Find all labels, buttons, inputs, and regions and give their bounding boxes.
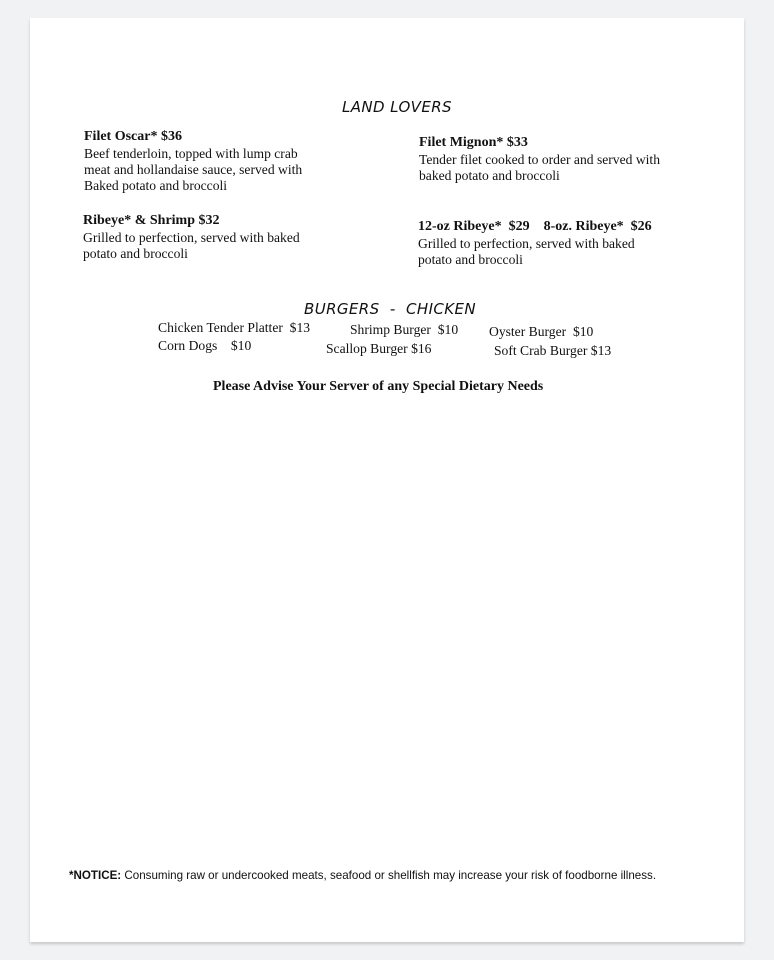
item-description: Tender filet cooked to order and served with baked potato and broccoli — [419, 152, 661, 183]
burger-item-chicken-tender: Chicken Tender Platter $13 — [158, 320, 311, 335]
item-description: Grilled to perfection, served with baked potato and broccoli — [418, 236, 635, 267]
notice-label: *NOTICE: — [69, 869, 122, 882]
menu-item-ribeye-shrimp — [83, 213, 300, 262]
item-description: Beef tenderloin, topped with lump crab meat and hollandaise sauce, served with Baked potato and broccoli — [84, 146, 303, 193]
burger-item-scallop: Scallop Burger $16 — [326, 341, 432, 356]
item-name: Ribeye* & Shrimp $32 — [83, 213, 220, 228]
item-name: Filet Mignon* $33 — [419, 135, 528, 150]
menu-item-filet-oscar — [84, 129, 302, 194]
menu-item-filet-mignon — [419, 135, 660, 184]
burgers-chicken-title: BURGERS - CHICKEN — [304, 300, 477, 318]
burger-item-soft-crab: Soft Crab Burger $13 — [494, 343, 612, 358]
burger-item-shrimp: Shrimp Burger $10 — [350, 322, 459, 337]
item-name: Filet Oscar* $36 — [84, 129, 182, 144]
notice-text: Consuming raw or undercooked meats, seafood or shellfish may increase your risk of foodborne illness. — [124, 869, 657, 882]
item-description: Grilled to perfection, served with baked potato and broccoli — [83, 230, 300, 261]
item-name: 12-oz Ribeye* $29 8-oz. Ribeye* $26 — [418, 219, 652, 234]
burger-item-oyster: Oyster Burger $10 — [489, 324, 594, 339]
burger-item-corn-dogs: Corn Dogs $10 — [158, 338, 252, 353]
land-lovers-title: LAND LOVERS — [342, 98, 452, 116]
dietary-advisory: Please Advise Your Server of any Special Dietary Needs — [213, 379, 544, 394]
health-notice — [69, 869, 656, 882]
menu-page — [30, 18, 744, 942]
menu-item-ribeye — [418, 219, 652, 268]
